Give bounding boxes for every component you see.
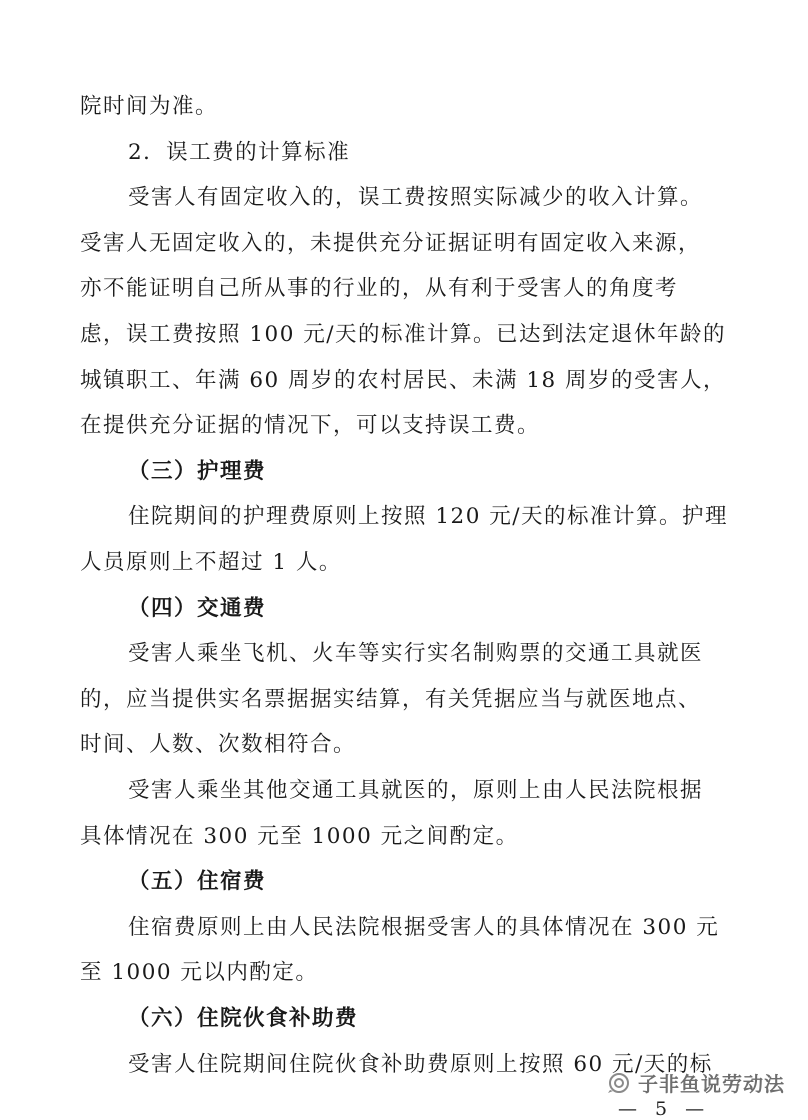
wechat-official-account-icon bbox=[606, 1072, 632, 1094]
text-line: 亦不能证明自己所从事的行业的，从有利于受害人的角度考 bbox=[80, 276, 679, 302]
text-line: 受害人住院期间住院伙食补助费原则上按照 60 元/天的标 bbox=[128, 1051, 713, 1077]
text-line: 2．误工费的计算标准 bbox=[128, 139, 351, 165]
text-line: 住宿费原则上由人民法院根据受害人的具体情况在 300 元 bbox=[128, 914, 720, 940]
text-line: 至 1000 元以内酌定。 bbox=[80, 960, 319, 986]
text-line: 人员原则上不超过 1 人。 bbox=[80, 550, 342, 575]
text-line: 具体情况在 300 元至 1000 元之间酌定。 bbox=[80, 823, 519, 849]
text-line: 受害人乘坐飞机、火车等实行实名制购票的交通工具就医 bbox=[128, 641, 704, 667]
text-line: 在提供充分证据的情况下，可以支持误工费。 bbox=[80, 413, 541, 439]
section-heading: （三）护理费 bbox=[128, 458, 267, 484]
text-line: 住院期间的护理费原则上按照 120 元/天的标准计算。护理 bbox=[128, 504, 728, 530]
text-line: 的，应当提供实名票据据实结算，有关凭据应当与就医地点、 bbox=[80, 686, 702, 712]
text-line: 虑，误工费按照 100 元/天的标准计算。已达到法定退休年龄的 bbox=[80, 322, 726, 347]
page-number: — 5 — bbox=[618, 1098, 711, 1120]
section-heading: （六）住院伙食补助费 bbox=[128, 1006, 359, 1031]
text-line: 受害人乘坐其他交通工具就医的，原则上由人民法院根据 bbox=[128, 778, 704, 803]
text-line: 院时间为准。 bbox=[80, 94, 219, 119]
watermark-text: 子非鱼说劳动法 bbox=[638, 1072, 785, 1096]
text-line: 受害人无固定收入的，未提供充分证据证明有固定收入来源， bbox=[80, 230, 702, 256]
text-line: 受害人有固定收入的，误工费按照实际减少的收入计算。 bbox=[128, 185, 704, 211]
section-heading: （四）交通费 bbox=[128, 595, 267, 621]
watermark bbox=[606, 1068, 785, 1097]
section-heading: （五）住宿费 bbox=[128, 869, 267, 895]
text-line: 时间、人数、次数相符合。 bbox=[80, 732, 357, 758]
text-line: 城镇职工、年满 60 周岁的农村居民、未满 18 周岁的受害人， bbox=[80, 367, 727, 393]
